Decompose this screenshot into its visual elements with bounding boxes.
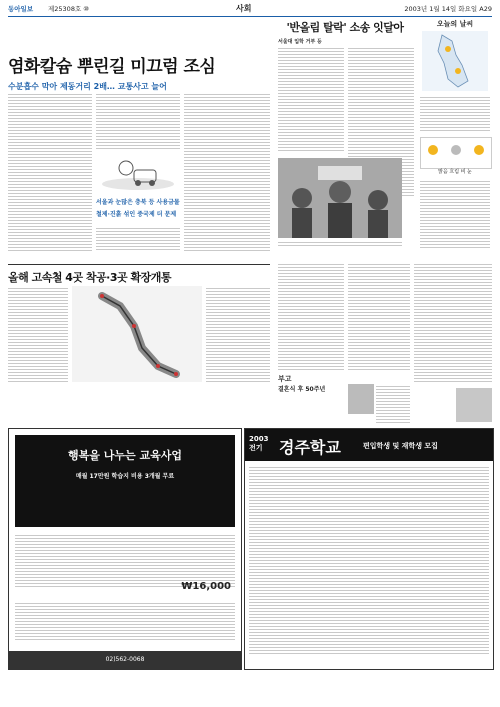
obituary-headline: 결혼식 후 50주년 [278,386,326,393]
obituary-body [376,384,410,424]
article-headline: 올해 고속철 4곳 착공·3곳 확장개통 [8,271,171,284]
article-body-col2 [96,92,180,150]
pull-quote-1: 서울과 눈많은 충북 등 사용금물 [96,199,180,206]
weather-forecast-row [420,137,492,169]
obituary-title: 부고 [278,375,292,383]
article-express-rail [8,264,270,285]
ad-school [244,428,494,670]
column-box [348,262,410,382]
ad-subtitle: 매월 17만원 학습지 비용 3개월 무료 [75,473,175,480]
article-body-col1 [278,262,344,372]
weather-map [422,31,488,91]
pull-quotes [96,198,180,219]
article-headline: 염화칼슘 뿌린길 미끄럼 조심 [8,57,216,77]
weather-box [418,19,492,255]
weather-title: 오늘의 날씨 [436,20,474,28]
page-header [8,4,492,17]
snow-cartoon [98,152,178,192]
article-rounding [278,19,412,35]
obituary-photo [348,384,374,414]
edition-number: 제25308호 ⑩ [48,5,90,13]
section-title: 사회 [236,4,252,13]
article-body-col2b [96,226,180,252]
article-calcium [8,52,270,92]
weather-text [420,95,490,131]
ad-year: 2003 전기 [249,435,269,452]
photo-caption [278,240,402,248]
rail-map [72,286,202,382]
weather-legend: 맑음 흐림 비 눈 [438,169,472,175]
ad-phone: 02)562-0068 [9,651,241,669]
article-body-col3 [414,262,492,382]
logo-box [456,388,492,422]
article-headline: '반올림 탈락' 소송 잇달아 [286,21,404,34]
ad-title: 행복을 나누는 교육사업 [68,449,182,462]
newspaper-name: 동아일보 [8,5,34,13]
ad-education [8,428,242,670]
pull-quote-2: 철제·진흙 섞인 중국제 더 문제 [96,211,177,218]
ad-school-subtitle: 편입학생 및 재학생 모집 [363,442,438,450]
date-page: 2003년 1월 14일 화요일 A29 [404,5,492,13]
article-body-col3 [184,92,270,252]
protest-photo [278,158,402,238]
weather-table [420,179,490,249]
article-body-col1 [278,46,344,152]
article-body-col1 [8,92,92,252]
article-subhead: 수분흡수 막아 제동거리 2배… 교통사고 늘어 [8,82,167,91]
article-body-col3 [206,286,270,382]
article-subhead: 서울대 입학 거부 등 [278,39,322,45]
article-body-col1 [8,286,68,382]
ad-price: ₩16,000 [181,581,231,592]
ad-school-name: 경주학교 [279,438,341,457]
